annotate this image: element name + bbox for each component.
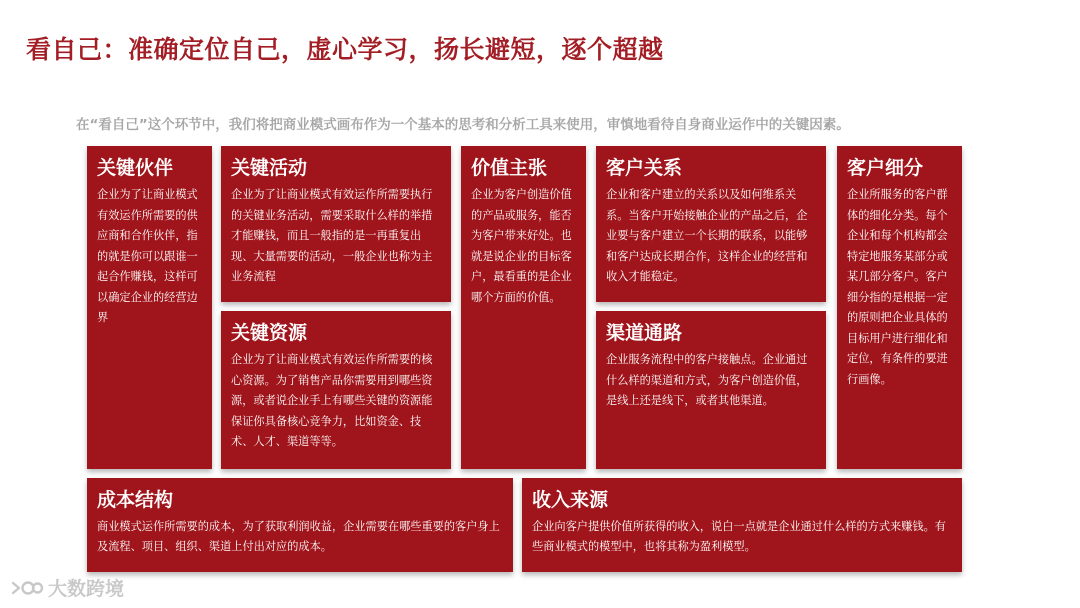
value-proposition-block: [461, 146, 586, 469]
bigdata-cross-border-logo-icon: [10, 577, 44, 599]
key-partners-block: [87, 146, 212, 469]
watermark-text: 大数跨境: [48, 578, 125, 600]
cost-structure-text: 商业模式运作所需要的成本，为了获取利润收益，企业需要在哪些重要的客户身上及流程、项目、组织、渠道上付出对应的成本。: [97, 520, 500, 553]
key-activities-text: 企业为了让商业模式有效运作所需要执行的关键业务活动，需要采取什么样的举措才能赚钱，而且一般指的是一再重复出现、大量需要的活动，一般企业也称为主业务流程: [231, 188, 433, 283]
customer-segments-heading: 客户细分: [847, 157, 924, 179]
customer-relationships-heading: 客户关系: [606, 157, 683, 179]
page-subtitle: 在“看自己”这个环节中，我们将把商业模式画布作为一个基本的思考和分析工具来使用，审慎地看待自身商业运作中的关键因素。: [76, 117, 850, 133]
page-title: 看自己：准确定位自己，虚心学习，扬长避短，逐个超越: [26, 35, 664, 64]
value-proposition-text: 企业为客户创造价值的产品或服务，能否为客户带来好处。也就是说企业的目标客户，最看重的是企业哪个方面的价值。: [471, 188, 572, 304]
key-resources-text: 企业为了让商业模式有效运作所需要的核心资源。为了销售产品你需要用到哪些资源，或者说企业手上有哪些关键的资源能保证你具备核心竞争力，比如资金、技术、人才、渠道等等。: [231, 353, 433, 448]
customer-segments-block: [837, 146, 962, 469]
revenue-streams-heading: 收入来源: [532, 489, 609, 511]
channels-heading: 渠道通路: [606, 322, 683, 344]
cost-structure-block: [87, 478, 513, 572]
watermark: [10, 574, 124, 601]
value-proposition-heading: 价值主张: [471, 157, 548, 179]
customer-relationships-text: 企业和客户建立的关系以及如何维系关系。当客户开始接触企业的产品之后，企业要与客户建立一个长期的联系，以能够和客户达成长期合作，这样企业的经营和收入才能稳定。: [606, 188, 808, 283]
revenue-streams-text: 企业向客户提供价值所获得的收入，说白一点就是企业通过什么样的方式来赚钱。有些商业模式的模型中，也将其称为盈利模型。: [532, 520, 946, 553]
key-partners-text: 企业为了让商业模式有效运作所需要的供应商和合作伙伴，指的就是你可以跟谁一起合作赚钱，这样可以确定企业的经营边界: [97, 188, 198, 324]
channels-block: [596, 311, 826, 469]
key-partners-heading: 关键伙伴: [97, 157, 174, 179]
cost-structure-heading: 成本结构: [97, 489, 174, 511]
key-activities-block: [221, 146, 451, 302]
customer-segments-text: 企业所服务的客户群体的细化分类。每个企业和每个机构都会特定地服务某部分或某几部分客户。客户细分指的是根据一定的原则把企业具体的目标用户进行细化和定位，有条件的要进行画像。: [847, 188, 948, 386]
key-activities-heading: 关键活动: [231, 157, 308, 179]
channels-text: 企业服务流程中的客户接触点。企业通过什么样的渠道和方式，为客户创造价值，是线上还是线下，或者其他渠道。: [606, 353, 808, 407]
revenue-streams-block: [522, 478, 962, 572]
key-resources-block: [221, 311, 451, 469]
key-resources-heading: 关键资源: [231, 322, 308, 344]
customer-relationships-block: [596, 146, 826, 302]
